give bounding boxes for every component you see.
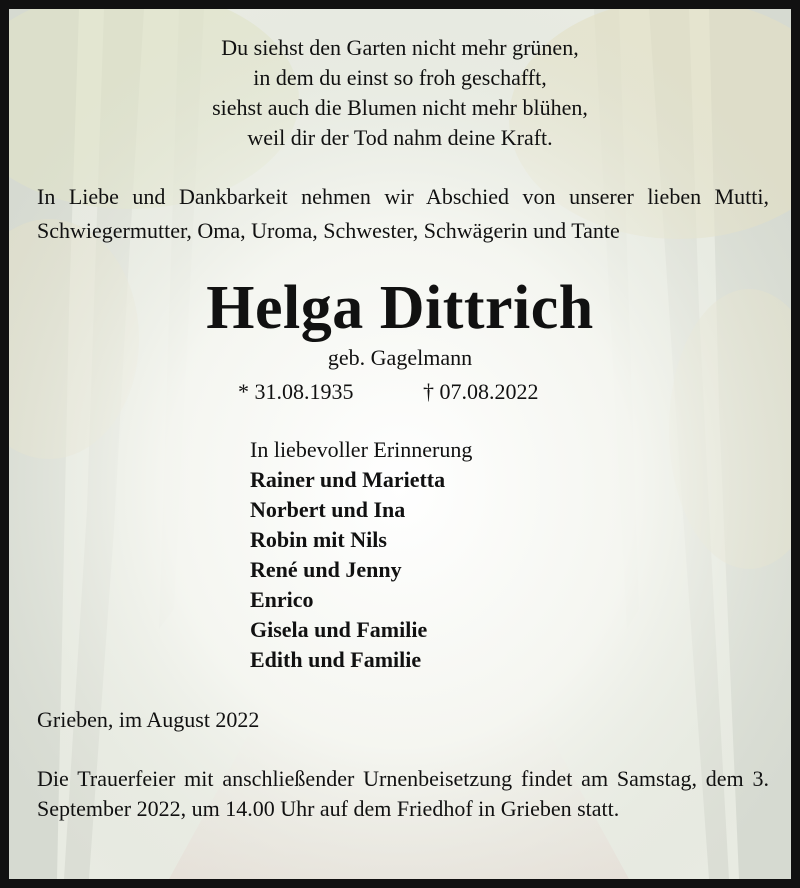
mourners-list: [250, 435, 472, 675]
maiden-name: geb. Gagelmann: [327, 345, 473, 370]
mourner-name: Gisela und Familie: [250, 617, 428, 642]
death-date: † 07.08.2022: [423, 379, 539, 404]
mourner-name: René und Jenny: [250, 557, 402, 582]
poem-line: siehst auch die Blumen nicht mehr blühen,: [212, 95, 588, 120]
mourner-name: Rainer und Marietta: [250, 467, 446, 492]
mourner-name: Robin mit Nils: [250, 527, 387, 552]
deceased-name: Helga Dittrich: [206, 274, 594, 342]
mourner-name: Norbert und Ina: [250, 497, 406, 522]
mourners-lead: In liebevoller Erinnerung: [250, 437, 473, 462]
poem-line: weil dir der Tod nahm deine Kraft.: [247, 125, 553, 150]
farewell-intro: In Liebe und Dankbarkeit nehmen wir Abschied von unserer lieben Mutti, Schwiegermutter, Oma, Uroma, Schwester, Schwägerin und Tante: [37, 184, 769, 243]
poem: [9, 33, 791, 153]
place-and-date: Grieben, im August 2022: [37, 707, 260, 732]
birth-date: * 31.08.1935: [238, 379, 354, 404]
mourner-name: Edith und Familie: [250, 647, 422, 672]
poem-line: Du siehst den Garten nicht mehr grünen,: [221, 35, 579, 60]
poem-line: in dem du einst so froh geschafft,: [253, 65, 547, 90]
funeral-announcement: Die Trauerfeier mit anschließender Urnenbeisetzung findet am Samstag, dem 3. September 2022, um 14.00 Uhr auf dem Friedhof in Grieben statt.: [37, 766, 769, 821]
mourner-name: Enrico: [250, 587, 314, 612]
